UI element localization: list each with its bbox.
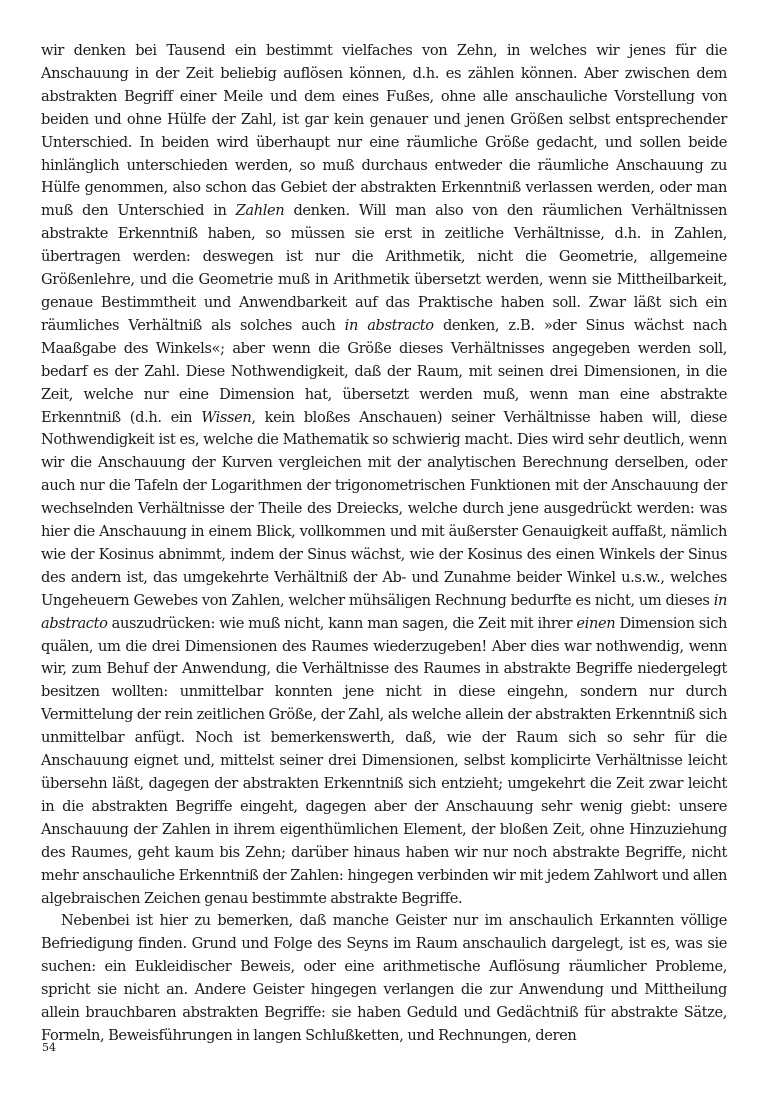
paragraph-1 xyxy=(41,40,727,910)
paragraph-1-text: wir denken bei Tausend ein bestimmt vielfaches von Zehn, in welches wir jenes für die Anschauung in der Zeit beliebig auflösen können, d.h. es zählen können. Aber zwischen dem abstrakten Begriff einer Meile und dem eines Fußes, ohne alle anschauliche Vorstellung von beiden und ohne Hülfe der Zahl, ist gar kein genauer und jenen Größen selbst entsprechender Unterschied. In beiden wird überhaupt nur eine räumliche Größe gedacht, und sollen beide hinlänglich unterschieden werden, so muß durchaus entweder die räumliche Anschauung zu Hülfe genommen, also schon das Gebiet der abstrakten Erkenntniß verlassen werden, oder man muß den Unterschied in xyxy=(41,42,727,220)
emphasis-zahlen: Zahlen xyxy=(235,202,285,220)
page-body xyxy=(41,40,727,1048)
emphasis-wissen: Wissen xyxy=(201,408,252,426)
paragraph-1-text: denken. Will man also von den räumlichen Verhältnissen abstrakte Erkenntniß haben, so müssen sie erst in zeitliche Verhältnisse, d.h. in Zahlen, übertragen werden: deswegen ist nur die Arithmetik, nicht die Geometrie, allgemeine Größenlehre, und die Geometrie muß in Arithmetik übersetzt werden, wenn sie Mittheilbarkeit, genaue Bestimmtheit und Anwendbarkeit auf das Praktische haben soll. Zwar läßt sich ein räumliches Verhältniß als solches auch xyxy=(41,202,727,334)
emphasis-einen: einen xyxy=(576,614,616,632)
paragraph-2 xyxy=(41,910,727,1047)
paragraph-1-text: Dimension sich quälen, um die drei Dimensionen des Raumes wiederzugeben! Aber dies war nothwendig, wenn wir, zum Behuf der Anwendung, die Verhältnisse des Raumes in abstrakte Begriffe niedergelegt besitzen wollten: unmittelbar konnten jene nicht in diese eingehn, sondern nur durch Vermittelung der rein zeitlichen Größe, der Zahl, als welche allein der abstrakten Erkenntniß sich unmittelbar anfügt. Noch ist bemerkenswerth, daß, wie der Raum sich so sehr für die Anschauung eignet und, mittelst seiner drei Dimensionen, selbst komplicirte Verhältnisse leicht übersehn läßt, dagegen der abstrakten Erkenntniß sich entzieht; umgekehrt die Zeit zwar leicht in die abstrakten Begriffe eingeht, dagegen aber der Anschauung sehr wenig giebt: unsere Anschauung der Zahlen in ihrem eigenthümlichen Element, der bloßen Zeit, ohne Hinzuziehung des Raumes, geht kaum bis Zehn; darüber hinaus haben wir nur noch abstrakte Begriffe, nicht mehr anschauliche Erkenntniß der Zahlen: hingegen verbinden wir mit jedem Zahlwort und allen algebraischen Zeichen genau bestimmte abstrakte Begriffe. xyxy=(41,614,728,907)
paragraph-1-text: denken, z.B. »der Sinus wächst nach Maaßgabe des Winkels«; aber wenn die Größe dieses Verhältnisses angegeben werden soll, bedarf es der Zahl. Diese Nothwendigkeit, daß der Raum, mit seinen drei Dimensionen, in die Zeit, welche nur eine Dimension hat, übersetzt werden muß, wenn man eine abstrakte Erkenntniß (d.h. ein xyxy=(41,316,727,426)
emphasis-in-abstracto: in abstracto xyxy=(41,591,727,632)
emphasis-in-abstracto: in abstracto xyxy=(344,316,434,334)
paragraph-2-text: Nebenbei ist hier zu bemerken, daß manche Geister nur im anschaulich Erkannten völlige Befriedigung finden. Grund und Folge des Seyns im Raum anschaulich dargelegt, ist es, was sie suchen: ein Eukleidischer Beweis, oder eine arithmetische Auflösung räumlicher Probleme, spricht sie nicht an. Andere Geister hingegen verlangen die zur Anwendung und Mittheilung allein brauchbaren abstrakten Begriffe: sie haben Geduld und Gedächtniß für abstrakte Sätze, Formeln, Beweisführungen in langen Schlußketten, und Rechnungen, deren xyxy=(41,912,727,1044)
page-number: 54 xyxy=(42,1041,56,1054)
paragraph-1-text: auszudrücken: wie muß nicht, kann man sagen, die Zeit mit ihrer xyxy=(107,614,577,632)
paragraph-1-text: , kein bloßes Anschauen) seiner Verhältnisse haben will, diese Nothwendigkeit ist es, welche die Mathematik so schwierig macht. Dies wird sehr deutlich, wenn wir die Anschauung der Kurven vergleichen mit der analytischen Berechnung derselben, oder auch nur die Tafeln der Logarithmen der trigonometrischen Funktionen mit der Anschauung der wechselnden Verhältnisse der Theile des Dreiecks, welche durch jene ausgedrückt werden: was hier die Anschauung in einem Blick, vollkommen und mit äußerster Genauigkeit auffaßt, nämlich wie der Kosinus abnimmt, indem der Sinus wächst, wie der Kosinus des einen Winkels der Sinus des andern ist, das umgekehrte Verhältniß der Ab- und Zunahme beider Winkel u.s.w., welches Ungeheuern Gewebes von Zahlen, welcher mühsäligen Rechnung bedurfte es nicht, um dieses xyxy=(41,408,727,609)
